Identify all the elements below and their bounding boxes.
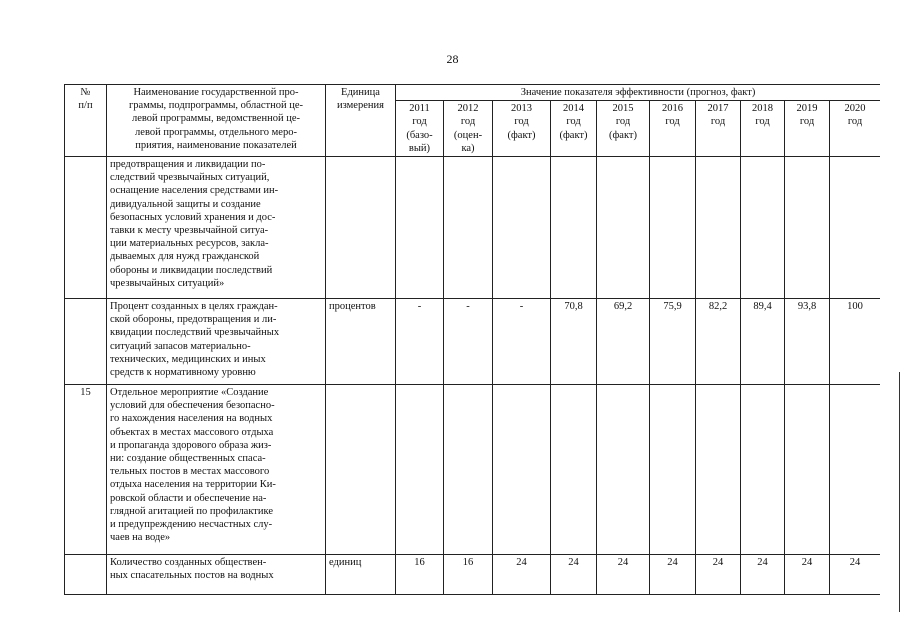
row-value: 24 bbox=[830, 555, 881, 595]
row-value: 82,2 bbox=[696, 299, 741, 385]
row-value bbox=[597, 157, 650, 299]
row-value: 24 bbox=[696, 555, 741, 595]
row-value bbox=[444, 385, 493, 555]
row-name: Отдельное мероприятие «Создание условий для обеспечения безопасно- го нахождения населения на водных объектах в местах массового отдыха и пропаганда здорового образа жиз- ни: создание общественных спаса- тельных постов в местах массового отдыха населения на территории Ки- ровской области и обеспечение на- глядной агитацией по профилактике и предупреждению несчастных слу- чаев на воде» bbox=[107, 385, 326, 555]
row-value bbox=[493, 385, 551, 555]
row-value: 93,8 bbox=[785, 299, 830, 385]
row-value bbox=[696, 385, 741, 555]
header-year-4: 2015 год (факт) bbox=[597, 101, 650, 157]
header-year-1: 2012 год (оцен- ка) bbox=[444, 101, 493, 157]
row-name: Процент созданных в целях граждан- ской обороны, предотвращения и ли- квидации последствий чрезвычайных ситуаций запасов материально- технических, медицинских и иных средств к нормативному уровню bbox=[107, 299, 326, 385]
row-num bbox=[65, 157, 107, 299]
row-num bbox=[65, 555, 107, 595]
row-value bbox=[551, 157, 597, 299]
row-value: 24 bbox=[597, 555, 650, 595]
header-name: Наименование государственной про- граммы, подпрограммы, областной це- левой программы, ведомственной це- левой программы, отдельного меро- приятия, наименование показателей bbox=[107, 85, 326, 157]
header-num: № п/п bbox=[65, 85, 107, 157]
row-value: 16 bbox=[444, 555, 493, 595]
row-value: 75,9 bbox=[650, 299, 696, 385]
header-year-7: 2018 год bbox=[741, 101, 785, 157]
row-value: 100 bbox=[830, 299, 881, 385]
indicator-table-wrap bbox=[64, 84, 880, 602]
row-value: 70,8 bbox=[551, 299, 597, 385]
row-value bbox=[830, 385, 881, 555]
row-name: Количество созданных обществен- ных спасательных постов на водных bbox=[107, 555, 326, 595]
row-value: 24 bbox=[741, 555, 785, 595]
row-value bbox=[785, 157, 830, 299]
row-value bbox=[650, 385, 696, 555]
row-value bbox=[830, 157, 881, 299]
row-unit: единиц bbox=[326, 555, 396, 595]
row-value: - bbox=[396, 299, 444, 385]
row-value bbox=[785, 385, 830, 555]
header-year-2: 2013 год (факт) bbox=[493, 101, 551, 157]
header-unit: Единица измерения bbox=[326, 85, 396, 157]
header-year-6: 2017 год bbox=[696, 101, 741, 157]
table-body bbox=[65, 157, 881, 595]
row-unit bbox=[326, 157, 396, 299]
header-year-5: 2016 год bbox=[650, 101, 696, 157]
row-value: 69,2 bbox=[597, 299, 650, 385]
header-row-top bbox=[65, 85, 881, 101]
row-num bbox=[65, 299, 107, 385]
header-year-0: 2011 год (базо- вый) bbox=[396, 101, 444, 157]
row-value: 24 bbox=[493, 555, 551, 595]
header-year-8: 2019 год bbox=[785, 101, 830, 157]
row-value: 16 bbox=[396, 555, 444, 595]
row-num: 15 bbox=[65, 385, 107, 555]
row-unit bbox=[326, 385, 396, 555]
indicator-table bbox=[64, 84, 880, 595]
row-unit: процентов bbox=[326, 299, 396, 385]
row-value bbox=[650, 157, 696, 299]
row-value: 24 bbox=[551, 555, 597, 595]
row-value bbox=[696, 157, 741, 299]
row-value bbox=[396, 157, 444, 299]
row-value bbox=[444, 157, 493, 299]
row-value: 24 bbox=[785, 555, 830, 595]
row-value bbox=[551, 385, 597, 555]
table-row bbox=[65, 299, 881, 385]
table-row bbox=[65, 385, 881, 555]
row-value: - bbox=[493, 299, 551, 385]
row-value bbox=[396, 385, 444, 555]
row-value bbox=[741, 157, 785, 299]
row-value bbox=[597, 385, 650, 555]
row-value bbox=[493, 157, 551, 299]
header-year-9: 2020 год bbox=[830, 101, 881, 157]
header-year-3: 2014 год (факт) bbox=[551, 101, 597, 157]
row-name: предотвращения и ликвидации по- следствий чрезвычайных ситуаций, оснащение населения средствами ин- дивидуальной защиты и создание безопасных условий хранения и дос- тавки к месту чрезвычайной ситуа- ции материальных ресурсов, закла- дываемых для нужд гражданской обороны и ликвидации последствий чрезвычайных ситуаций» bbox=[107, 157, 326, 299]
row-value: 89,4 bbox=[741, 299, 785, 385]
edge-mark bbox=[899, 372, 900, 612]
header-value-group: Значение показателя эффективности (прогноз, факт) bbox=[396, 85, 881, 101]
page-number: 28 bbox=[446, 52, 459, 66]
row-value bbox=[741, 385, 785, 555]
row-value: 24 bbox=[650, 555, 696, 595]
table-row bbox=[65, 157, 881, 299]
row-value: - bbox=[444, 299, 493, 385]
table-row bbox=[65, 555, 881, 595]
